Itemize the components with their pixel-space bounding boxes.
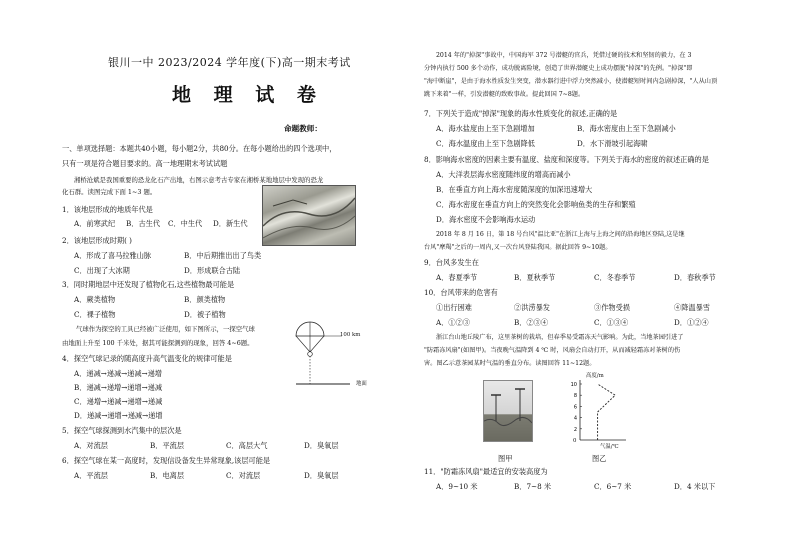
- y-tick-label: 2: [573, 426, 577, 433]
- chart-origin-label: 0: [573, 438, 577, 444]
- intro-r1-line1: 2014 年的"掉深"事故中，中国海军 372 号潜艇的官兵，凭借过硬的技术和坚韧的毅力，在 3: [436, 52, 692, 59]
- q7-option-c: C．海水温度由上至下急剧降低: [436, 139, 535, 148]
- intro-2-line1: 气球作为探空的工具已经被广泛使用，如下图所示，一探空气球: [76, 325, 255, 333]
- q5-option-c: C．高层大气: [226, 441, 268, 450]
- q7-option-a: A．海水盐度由上至下急剧增加: [436, 124, 535, 133]
- q5-option-b: B．平流层: [150, 441, 185, 450]
- intro-r2-line2: 台风"摩羯"之后的一周内,又一次台风登陆我国。据此回答 9~10题。: [424, 244, 612, 251]
- q10-item-3: ③作物受损: [594, 303, 630, 312]
- q10-stem: 10．台风带来的危害有: [424, 288, 498, 297]
- q1-stem: 1．该地层形成的地质年代是: [62, 205, 153, 214]
- teacher-label: 命题教师：: [284, 124, 322, 133]
- q4-stem: 4．探空气球记录的随高度升高气温变化的规律可能是: [62, 354, 232, 363]
- intro-r1-line3: "海中断崖"，是由于海水性质发生突变，潜水器行进中浮力突然减小，使潜艇短时间内急剧掉深，"人从山顶: [424, 78, 718, 85]
- q10-option-c: C．①③④: [594, 318, 629, 327]
- q3-option-c: C．裸子植物: [74, 310, 116, 319]
- q8-option-a: A．大洋表层海水密度随纬度的增高而减小: [436, 170, 571, 179]
- intro-r3-line3: 害。图乙示意茶园某时气温的垂直分布。读图回答 11~12题。: [424, 360, 596, 367]
- q6-option-b: B．电离层: [150, 471, 185, 480]
- q2-option-b: B．中后期推出出了鸟类: [184, 251, 262, 260]
- q2-stem: 2．该地层形成时期( ): [62, 236, 132, 245]
- q9-option-a: A．春夏季节: [436, 273, 478, 282]
- intro-r1-line4: 跳下来着"一样，引发潜艇的致败事故。提此回国 7~8题。: [424, 91, 585, 98]
- y-tick-label: 10: [570, 382, 577, 388]
- q4-option-c: C．递增→递减→递增→递减: [74, 397, 163, 406]
- q4-option-d: D．递减→递增→递减→递增: [74, 411, 163, 420]
- q7-stem: 7．下列关于造成"掉深"现象的海水性质变化的叙述,正确的是: [424, 109, 618, 118]
- q6-option-a: A．平流层: [74, 471, 108, 480]
- q5-stem: 5．探空气球探测到水汽集中的层次是: [62, 426, 182, 435]
- y-tick-label: 6: [573, 404, 577, 411]
- q9-option-b: B．夏秋季节: [514, 273, 556, 282]
- q11-stem: 11．"防霜冻风扇"最适宜的安装高度为: [424, 467, 548, 476]
- q8-option-b: B．在垂直方向上海水密度随深度的加深迅速增大: [436, 185, 593, 194]
- q11-option-b: B．7~8 米: [514, 482, 552, 491]
- fig-caption-b: 图乙: [592, 454, 607, 463]
- exam-title: 银川一中 2023/2024 学年度(下)高一期末考试: [108, 56, 351, 69]
- q10-item-1: ①出行困难: [436, 303, 472, 312]
- q6-option-d: D．臭氧层: [304, 471, 339, 480]
- q11-option-d: D．4 米以下: [674, 482, 716, 491]
- intro-2-line2: 由地面上升至 100 千米处，据其可能探测到的现象，回答 4~6题。: [62, 339, 254, 347]
- q10-item-4: ④降温暴雪: [674, 303, 710, 312]
- section1-line1: 一、单项选择题：本题共40小题，每小题2分，共80分。在每小题给出的四个选项中，: [62, 144, 337, 153]
- q9-stem: 9．台风多发生在: [424, 258, 479, 267]
- y-tick-label: 8: [573, 393, 577, 400]
- q8-option-c: C．海水密度在垂直方向上的突然变化会影响鱼类的生存和繁殖: [436, 200, 636, 209]
- q10-option-d: D．①②④: [674, 318, 709, 327]
- q11-option-a: A．9~10 米: [436, 482, 478, 491]
- q3-option-a: A．蕨类植物: [74, 295, 116, 304]
- intro-1-line1: 湘桥沧斌是我国重要的恐龙化石产出地，右图示意考古专家在湘桥某地地层中发现的恐龙: [74, 176, 324, 184]
- intro-r3-line1: 浙江台山地丘陵广布，这里茶树的栽培，但春季易受霜冻天气影响。为此，当地茶园引进了: [436, 334, 684, 341]
- q9-option-d: D．春秋季节: [674, 273, 716, 282]
- balloon-ground-label: 地面: [356, 381, 367, 387]
- intro-1-line2: 化石群。读图完成下面 1~3 题。: [62, 188, 157, 196]
- intro-r1-line2: 分钟内执行 500 多个动作，成功脱离险境，创造了世界潜艇史上成功摆脱"掉深"的先例。"掉深"即: [424, 65, 693, 72]
- q8-stem: 8．影响海水密度的因素主要有温度、盐度和深度等。下列关于海水的密度的叙述正确的是: [424, 155, 709, 164]
- q10-item-2: ②洪涝暴发: [514, 303, 550, 312]
- fan-photo: [483, 380, 533, 442]
- q5-option-d: D．臭氧层: [304, 441, 339, 450]
- section1-line2: 只有一项是符合题目要求的。高一地理期末考试试题: [62, 159, 228, 168]
- q11-option-c: C．6~7 米: [594, 482, 632, 491]
- q9-option-c: C．冬春季节: [594, 273, 636, 282]
- q10-option-b: B．②③④: [514, 318, 549, 327]
- q1-option-c: C．中生代: [168, 219, 203, 228]
- q3-option-d: D．被子植物: [184, 310, 226, 319]
- q3-stem: 3．同时期地层中还发现了植物化石,这些植物最可能是: [62, 280, 235, 289]
- intro-r3-line2: "防霜冻风扇"(如图甲)。当夜晚气温降到 4 ℃ 时，风扇会自动打开，从而减轻霜冻对茶树的伤: [424, 347, 681, 354]
- q4-option-a: A．递减→递减→递减→递增: [74, 369, 162, 378]
- q8-option-d: D．海水密度不会影响海水运动: [436, 215, 536, 224]
- q2-option-d: D．形成联合古陆: [184, 266, 241, 275]
- intro-r2-line1: 2018 年 8 月 16 日，第 18 号台风"温比亚"在浙江上海与上海之间的沿海地区登陆,这是继: [436, 231, 685, 238]
- q4-option-b: B．递减→递增→递增→递减: [74, 383, 163, 392]
- fossil-photo: [262, 185, 356, 246]
- balloon-height-label: 100 km: [340, 332, 361, 338]
- y-tick-label: 4: [573, 415, 577, 422]
- q1-option-a: A．前寒武纪: [74, 219, 116, 228]
- fig-caption-a: 图甲: [498, 454, 513, 463]
- q7-option-b: B．海水密度由上至下急剧减小: [577, 124, 676, 133]
- q2-option-c: C．出现了大冰期: [74, 266, 130, 275]
- q6-stem: 6．探空气球在某一高度时，发现信设备发生异常现象,该层可能是: [62, 456, 271, 465]
- q7-option-d: D．水下滑坡引起海啸: [577, 139, 648, 148]
- temperature-profile-line: [598, 384, 616, 440]
- q6-option-c: C．对流层: [226, 471, 261, 480]
- q2-option-a: A．形成了喜马拉雅山脉: [74, 251, 152, 260]
- q1-option-d: D．新生代: [213, 219, 248, 228]
- q10-option-a: A．①②③: [436, 318, 470, 327]
- chart-y-label: 高度/m: [586, 373, 604, 379]
- subject-title: 地 理 试 卷: [172, 84, 324, 106]
- q3-option-b: B．颜类植物: [184, 295, 226, 304]
- q5-option-a: A．对流层: [74, 441, 108, 450]
- chart-x-label: 气温/℃: [600, 444, 619, 450]
- q1-option-b: B．古生代: [126, 219, 161, 228]
